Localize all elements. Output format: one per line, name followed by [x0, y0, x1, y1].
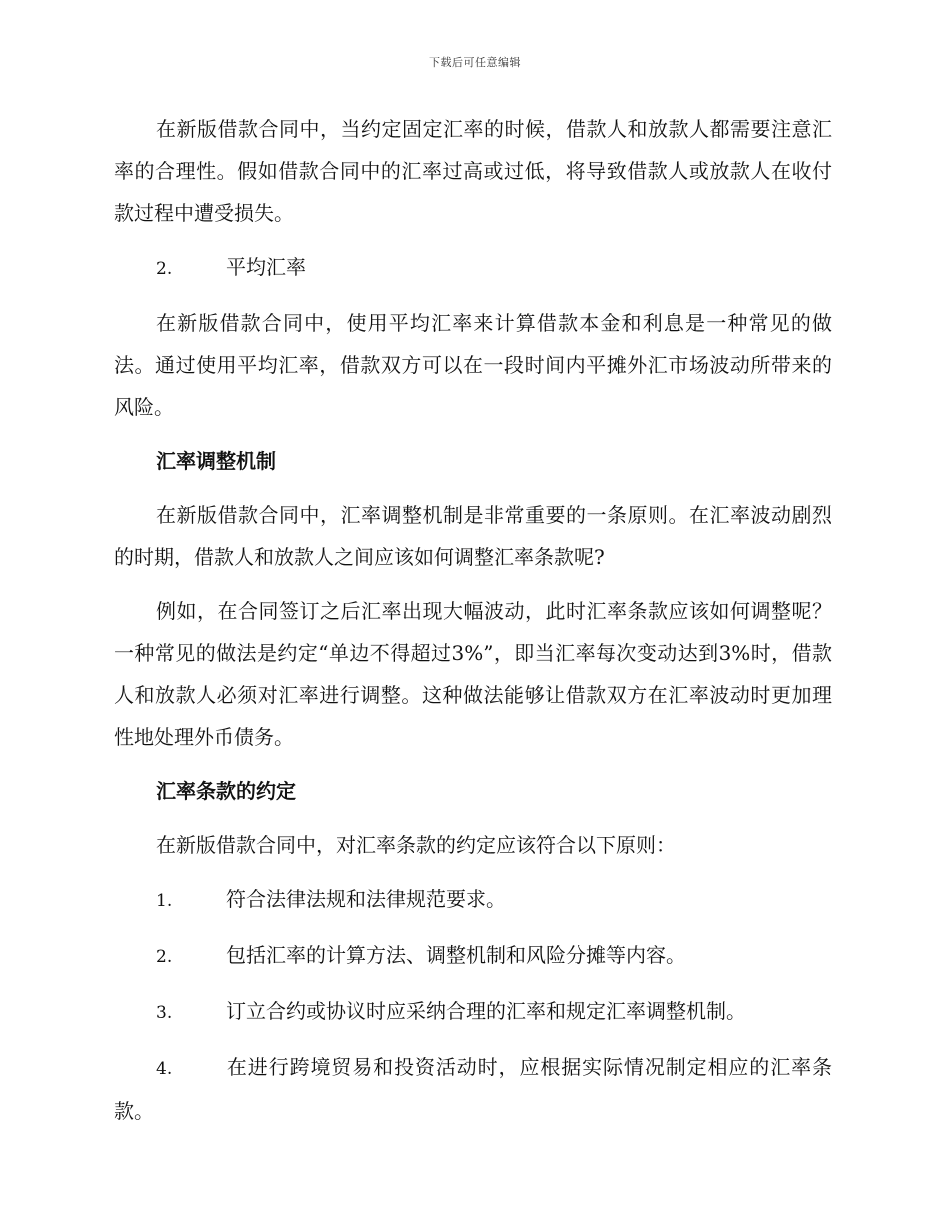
list-text: 在进行跨境贸易和投资活动时，应根据实际情况制定相应的汇率条款。	[114, 1055, 832, 1123]
paragraph-average-rate: 在新版借款合同中，使用平均汇率来计算借款本金和利息是一种常见的做法。通过使用平均汇率，借款双方可以在一段时间内平摊外汇市场波动所带来的风险。	[114, 311, 832, 419]
paragraph-adjustment-intro: 在新版借款合同中，汇率调整机制是非常重要的一条原则。在汇率波动剧烈的时期，借款人和放款人之间应该如何调整汇率条款呢?	[114, 503, 832, 569]
list-number: 4.	[156, 1059, 173, 1079]
list-item-1	[114, 878, 832, 922]
list-text: 订立合约或协议时应采纳合理的汇率和规定汇率调整机制。	[226, 999, 746, 1023]
list-text: 平均汇率	[226, 255, 306, 279]
list-item-2	[114, 934, 832, 978]
list-text: 符合法律法规和法律规范要求。	[226, 887, 506, 911]
page-header: 下载后可任意编辑	[429, 56, 521, 69]
paragraph-clause-intro: 在新版借款合同中，对汇率条款的约定应该符合以下原则：	[156, 833, 676, 857]
list-number: 2.	[156, 259, 173, 279]
document-body	[114, 108, 832, 1132]
list-item-3	[114, 990, 832, 1034]
list-text: 包括汇率的计算方法、调整机制和风险分摊等内容。	[226, 943, 686, 967]
list-number: 1.	[156, 891, 173, 911]
list-number: 2.	[156, 947, 173, 967]
section-heading-adjustment: 汇率调整机制	[156, 449, 276, 473]
list-number: 3.	[156, 1003, 173, 1023]
section-heading-clause: 汇率条款的约定	[156, 779, 296, 803]
paragraph-fixed-rate: 在新版借款合同中，当约定固定汇率的时候，借款人和放款人都需要注意汇率的合理性。假如借款合同中的汇率过高或过低，将导致借款人或放款人在收付款过程中遭受损失。	[114, 117, 832, 225]
paragraph-adjustment-example: 例如，在合同签订之后汇率出现大幅波动，此时汇率条款应该如何调整呢？一种常见的做法是约定“单边不得超过3%”，即当汇率每次变动达到3%时，借款人和放款人必须对汇率进行调整。这种做法能够让借款双方在汇率波动时更加理性地处理外币债务。	[114, 599, 832, 749]
list-item-average-rate	[114, 246, 832, 290]
list-item-4	[114, 1046, 832, 1132]
